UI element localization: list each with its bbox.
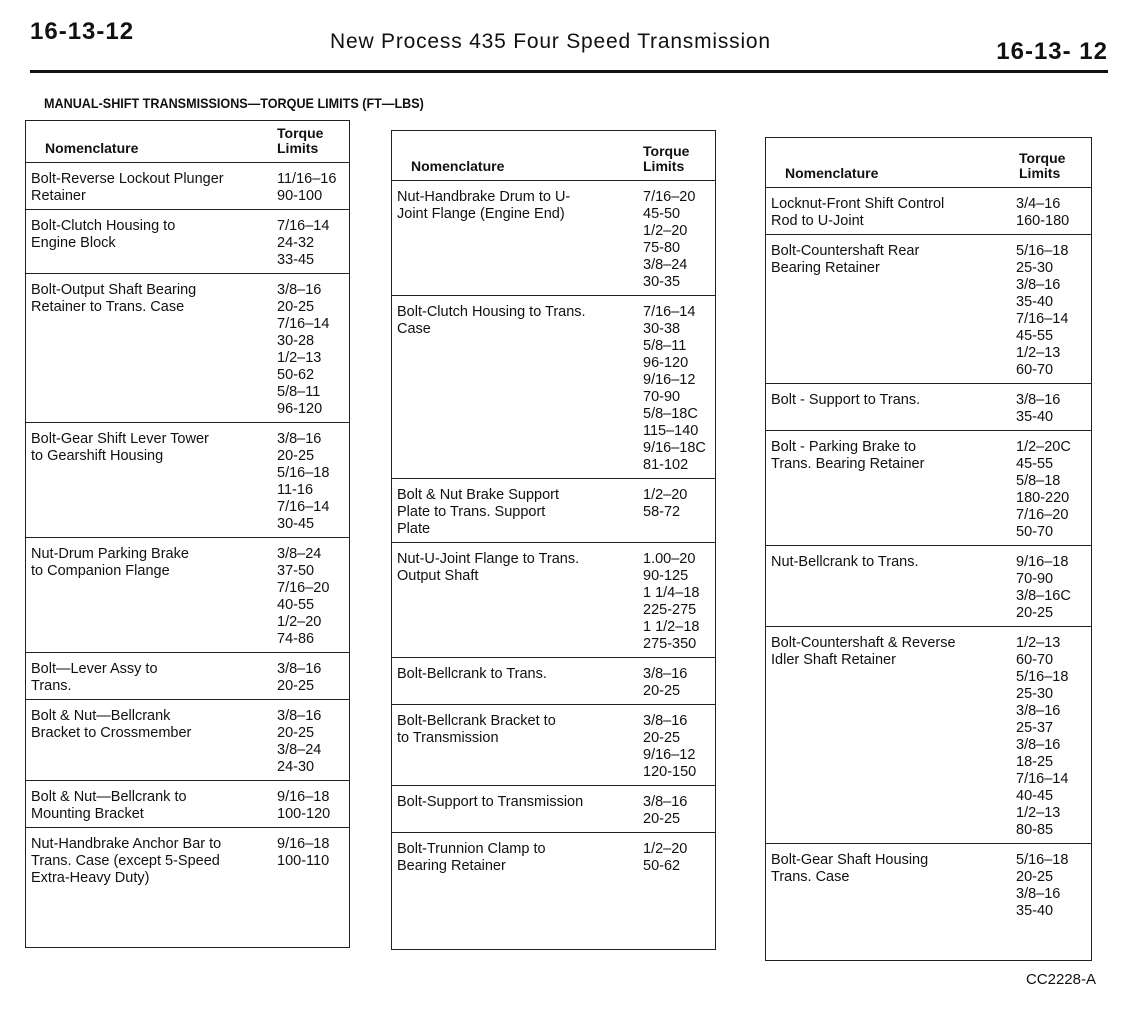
- nomenclature-cell: Bolt-Trunnion Clamp to Bearing Retainer: [397, 841, 546, 874]
- nomenclature-cell: Nut-Handbrake Drum to U- Joint Flange (Engine End): [397, 189, 571, 222]
- figure-code: CC2228-A: [1025, 971, 1096, 988]
- nomenclature-cell: Nut-Bellcrank to Trans.: [771, 554, 919, 570]
- torque-cell: 7/16–14 24-32 33-45: [277, 218, 330, 268]
- table-row: [766, 188, 1091, 235]
- nomenclature-cell: Bolt-Bellcrank to Trans.: [397, 666, 547, 682]
- nomenclature-cell: Bolt—Lever Assy to Trans.: [31, 661, 158, 694]
- nomenclature-cell: Bolt-Support to Transmission: [397, 794, 584, 810]
- torque-cell: 3/8–16 35-40: [1016, 392, 1061, 425]
- table-row: [26, 210, 349, 274]
- torque-cell: 1/2–20 58-72: [643, 487, 688, 520]
- header-rule: [30, 70, 1108, 73]
- table-row: [392, 181, 715, 296]
- table-column-1: [25, 120, 350, 948]
- torque-header: Torque Limits: [643, 143, 690, 174]
- nomenclature-header: Nomenclature: [785, 165, 879, 181]
- torque-cell: 7/16–14 30-38 5/8–11 96-120 9/16–12 70-90 5/8–18C 115–140 9/16–18C 81-102: [643, 304, 706, 473]
- torque-cell: 5/16–18 25-30 3/8–16 35-40 7/16–14 45-55 1/2–13 60-70: [1016, 243, 1069, 378]
- nomenclature-cell: Bolt-Clutch Housing to Engine Block: [31, 218, 176, 251]
- table-row: [392, 705, 715, 786]
- table-row: [26, 828, 349, 891]
- table-row: [392, 479, 715, 543]
- table-row: [766, 235, 1091, 384]
- page-header: [30, 18, 1108, 70]
- torque-cell: 3/4–16 160-180: [1016, 196, 1070, 229]
- nomenclature-cell: Bolt - Parking Brake to Trans. Bearing Retainer: [771, 439, 925, 472]
- torque-cell: 3/8–16 20-25 3/8–24 24-30: [277, 708, 322, 775]
- torque-cell: 7/16–20 45-50 1/2–20 75-80 3/8–24 30-35: [643, 189, 696, 290]
- nomenclature-cell: Bolt-Countershaft Rear Bearing Retainer: [771, 243, 920, 276]
- torque-header: Torque Limits: [1019, 150, 1066, 181]
- table-row: [26, 781, 349, 828]
- table-row: [26, 423, 349, 538]
- torque-cell: 9/16–18 100-110: [277, 836, 330, 869]
- torque-cell: 3/8–16 20-25: [643, 794, 688, 827]
- page-number-left: 16-13-12: [30, 18, 135, 45]
- table-row: [392, 833, 715, 879]
- nomenclature-cell: Bolt-Gear Shaft Housing Trans. Case: [771, 852, 929, 885]
- nomenclature-cell: Bolt-Clutch Housing to Trans. Case: [397, 304, 586, 337]
- rows: [392, 181, 715, 879]
- table-row: [26, 538, 349, 653]
- table-column-2: [391, 130, 716, 950]
- table-row: [766, 384, 1091, 431]
- table-row: [766, 844, 1091, 924]
- table-column-3: [765, 137, 1092, 961]
- table-row: [392, 296, 715, 479]
- torque-cell: 5/16–18 20-25 3/8–16 35-40: [1016, 852, 1069, 919]
- torque-cell: 3/8–16 20-25: [643, 666, 688, 699]
- nomenclature-cell: Bolt-Reverse Lockout Plunger Retainer: [31, 171, 224, 204]
- torque-cell: 1/2–20 50-62: [643, 841, 688, 874]
- torque-cell: 3/8–16 20-25 7/16–14 30-28 1/2–13 50-62 5/8–11 96-120: [277, 282, 330, 417]
- torque-cell: 3/8–16 20-25: [277, 661, 322, 694]
- nomenclature-cell: Bolt-Gear Shift Lever Tower to Gearshift Housing: [31, 431, 209, 464]
- rows: [766, 188, 1091, 924]
- column-header: [26, 121, 349, 163]
- table-row: [26, 653, 349, 700]
- torque-cell: 9/16–18 100-120: [277, 789, 331, 822]
- nomenclature-header: Nomenclature: [411, 158, 505, 174]
- nomenclature-cell: Bolt-Output Shaft Bearing Retainer to Trans. Case: [31, 282, 197, 315]
- nomenclature-cell: Nut-Drum Parking Brake to Companion Flange: [31, 546, 189, 579]
- table-row: [392, 543, 715, 658]
- page-title: New Process 435 Four Speed Transmission: [330, 30, 771, 53]
- nomenclature-cell: Bolt-Countershaft & Reverse Idler Shaft Retainer: [771, 635, 956, 668]
- nomenclature-cell: Bolt-Bellcrank Bracket to to Transmission: [397, 713, 556, 746]
- nomenclature-cell: Nut-U-Joint Flange to Trans. Output Shaft: [397, 551, 580, 584]
- table-row: [26, 274, 349, 423]
- torque-cell: 1/2–20C 45-55 5/8–18 180-220 7/16–20 50-70: [1016, 439, 1071, 540]
- column-header: [766, 138, 1091, 188]
- page-number-right: 16-13- 12: [996, 38, 1108, 65]
- table-row: [766, 627, 1091, 844]
- torque-cell: 3/8–24 37-50 7/16–20 40-55 1/2–20 74-86: [277, 546, 330, 647]
- nomenclature-cell: Nut-Handbrake Anchor Bar to Trans. Case (except 5-Speed Extra-Heavy Duty): [31, 836, 222, 886]
- nomenclature-cell: Bolt - Support to Trans.: [771, 392, 921, 408]
- torque-cell: 1.00–20 90-125 1 1/4–18 225-275 1 1/2–18 275-350: [643, 551, 700, 652]
- nomenclature-cell: Bolt & Nut Brake Support Plate to Trans. Support Plate: [397, 487, 559, 537]
- nomenclature-header: Nomenclature: [45, 140, 139, 156]
- table-row: [766, 546, 1091, 627]
- table-row: [392, 658, 715, 705]
- nomenclature-cell: Locknut-Front Shift Control Rod to U-Joint: [771, 196, 945, 229]
- column-header: [392, 131, 715, 181]
- table-row: [26, 700, 349, 781]
- rows: [26, 163, 349, 891]
- torque-cell: 3/8–16 20-25 5/16–18 11-16 7/16–14 30-45: [277, 431, 330, 532]
- torque-cell: 11/16–16 90-100: [277, 171, 337, 204]
- torque-cell: 1/2–13 60-70 5/16–18 25-30 3/8–16 25-37 3/8–16 18-25 7/16–14 40-45 1/2–13 80-85: [1016, 635, 1069, 838]
- table-row: [26, 163, 349, 210]
- nomenclature-cell: Bolt & Nut—Bellcrank to Mounting Bracket: [31, 789, 187, 822]
- table-row: [766, 431, 1091, 546]
- torque-cell: 3/8–16 20-25 9/16–12 120-150: [643, 713, 697, 780]
- nomenclature-cell: Bolt & Nut—Bellcrank Bracket to Crossmember: [31, 708, 192, 741]
- table-title: MANUAL-SHIFT TRANSMISSIONS—TORQUE LIMITS (FT—LBS): [44, 95, 424, 111]
- table-row: [392, 786, 715, 833]
- torque-cell: 9/16–18 70-90 3/8–16C 20-25: [1016, 554, 1071, 621]
- torque-header: Torque Limits: [277, 125, 324, 156]
